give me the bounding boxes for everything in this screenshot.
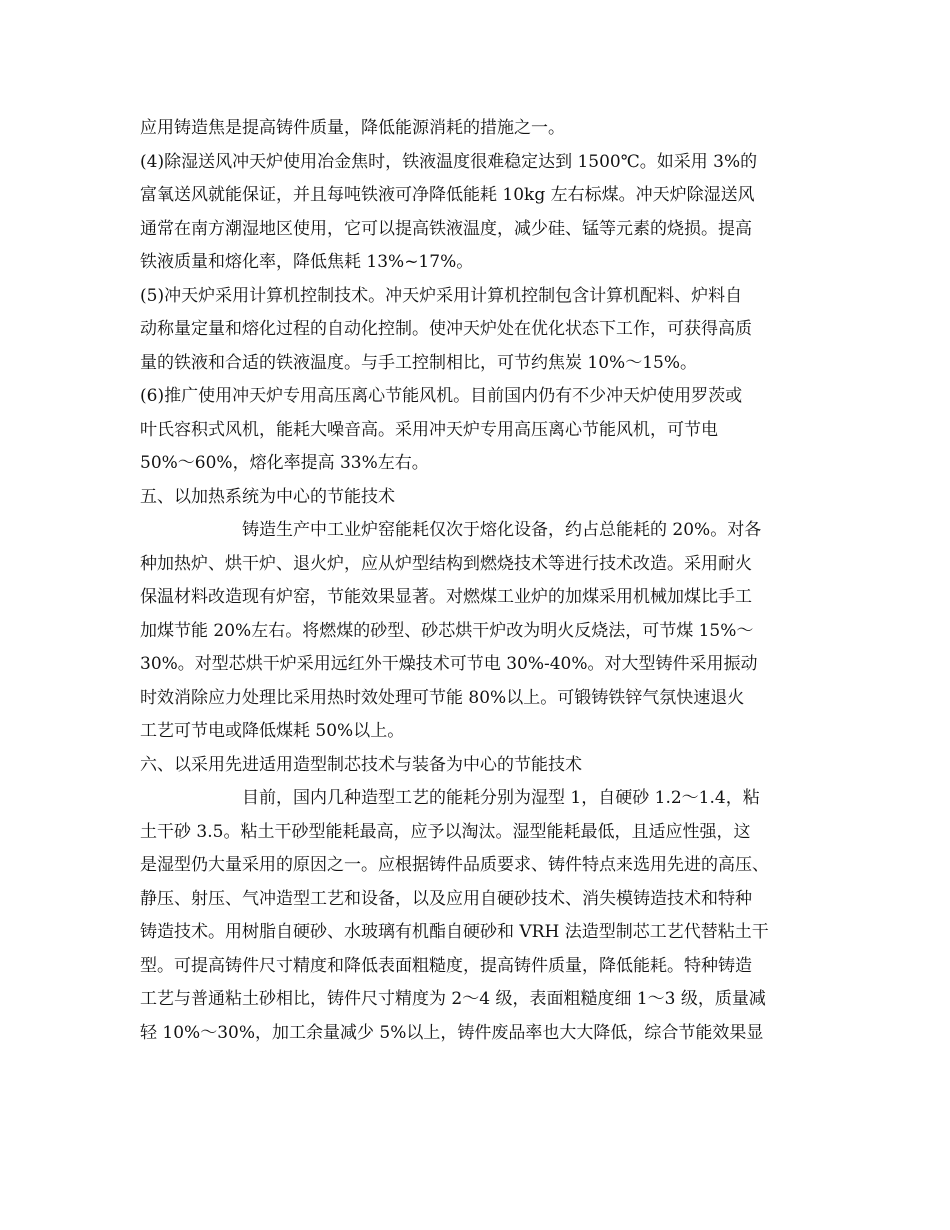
paragraph-line: 30%。对型芯烘干炉采用远红外干燥技术可节电 30%-40%。对大型铸件采用振动 [140, 654, 758, 674]
paragraph-line: 动称量定量和熔化过程的自动化控制。使冲天炉处在优化状态下工作，可获得高质 [140, 319, 752, 339]
section-heading-6: 六、以采用先进适用造型制芯技术与装备为中心的节能技术 [140, 754, 582, 775]
paragraph-line: 量的铁液和合适的铁液温度。与手工控制相比，可节约焦炭 10%～15%。 [140, 352, 697, 373]
section-heading-5: 五、以加热系统为中心的节能技术 [140, 486, 395, 507]
list-item-4-heading: (4)除湿送风冲天炉使用冶金焦时，铁液温度很难稳定达到 1500℃。如采用 3%的 [140, 151, 758, 172]
list-item-5-heading: (5)冲天炉采用计算机控制技术。冲天炉采用计算机控制包含计算机配料、炉料自 [140, 285, 743, 306]
paragraph-line: 叶氏容积式风机，能耗大噪音高。采用冲天炉专用高压离心节能风机，可节电 [140, 419, 718, 440]
paragraph-line: 加煤节能 20%左右。将燃煤的砂型、砂芯烘干炉改为明火反烧法，可节煤 15%～ [140, 620, 754, 641]
paragraph-first-line: 目前，国内几种造型工艺的能耗分别为湿型 1，自硬砂 1.2～1.4，粘 [242, 788, 760, 808]
paragraph-line: 铁液质量和熔化率，降低焦耗 13%~17%。 [140, 252, 474, 272]
paragraph-line: 铸造技术。用树脂自硬砂、水玻璃有机酯自硬砂和 VRH 法造型制芯工艺代替粘土干 [140, 922, 769, 942]
list-item-6-heading: (6)推广使用冲天炉专用高压离心节能风机。目前国内仍有不少冲天炉使用罗茨或 [140, 386, 743, 406]
paragraph-line: 土干砂 3.5。粘土干砂型能耗最高，应予以淘汰。湿型能耗最低，且适应性强，这 [140, 821, 751, 842]
document-body [140, 112, 820, 1050]
paragraph-line: 工艺可节电或降低煤耗 50%以上。 [140, 721, 405, 741]
paragraph-line: 种加热炉、烘干炉、退火炉，应从炉型结构到燃烧技术等进行技术改造。采用耐火 [140, 553, 752, 574]
paragraph-line: 50%～60%，熔化率提高 33%左右。 [140, 453, 429, 473]
paragraph-line: 时效消除应力处理比采用热时效处理可节能 80%以上。可锻铸铁锌气氛快速退火 [140, 687, 745, 708]
paragraph-line: 富氧送风就能保证，并且每吨铁液可净降低能耗 10kg 左右标煤。冲天炉除湿送风 [140, 185, 755, 205]
paragraph-line: 应用铸造焦是提高铸件质量，降低能源消耗的措施之一。 [140, 118, 565, 138]
paragraph-line: 轻 10%～30%，加工余量减少 5%以上，铸件废品率也大大降低，综合节能效果显 [140, 1022, 764, 1043]
paragraph-first-line: 铸造生产中工业炉窑能耗仅次于熔化设备，约占总能耗的 20%。对各 [242, 520, 762, 540]
paragraph-line: 通常在南方潮湿地区使用，它可以提高铁液温度，减少硅、锰等元素的烧损。提高 [140, 218, 752, 239]
paragraph-line: 工艺与普通粘土砂相比，铸件尺寸精度为 2～4 级，表面粗糙度细 1～3 级，质量减 [140, 989, 766, 1009]
paragraph-line: 是湿型仍大量采用的原因之一。应根据铸件品质要求、铸件特点来选用先进的高压、 [140, 855, 769, 875]
paragraph-line: 型。可提高铸件尺寸精度和降低表面粗糙度，提高铸件质量，降低能耗。特种铸造 [140, 955, 752, 976]
paragraph-line: 保温材料改造现有炉窑，节能效果显著。对燃煤工业炉的加煤采用机械加煤比手工 [140, 587, 752, 607]
paragraph-line: 静压、射压、气冲造型工艺和设备，以及应用自硬砂技术、消失模铸造技术和特种 [140, 888, 752, 909]
